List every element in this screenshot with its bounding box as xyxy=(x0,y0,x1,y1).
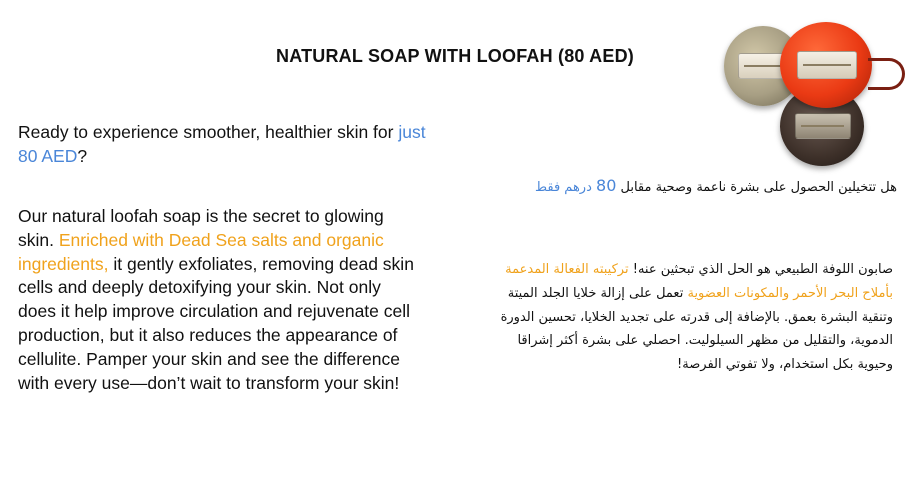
arabic-description xyxy=(498,258,893,377)
soap-label xyxy=(795,113,851,139)
english-body-end: it gently exfoliates, removing dead skin cells and deeply detoxifying your skin. Not only does it help improve circulation and rejuvenate cell production, but it also reduces the appearance of cellulite. Pamper your skin and see the difference with every use—don’t wait to transform your skin! xyxy=(18,253,414,393)
english-intro-text: Ready to experience smoother, healthier skin for xyxy=(18,122,399,142)
rope-loop xyxy=(868,58,905,90)
english-intro-end: ? xyxy=(77,146,88,166)
soap-product-image xyxy=(718,18,910,166)
soap-label xyxy=(797,51,858,79)
arabic-body-end: تعمل على إزالة خلايا الجلد الميتة وتنقية البشرة بعمق. بالإضافة إلى قدرته على تجديد الخلايا، تحسين الدورة الدموية، والتقليل من مظهر السيلوليت. احصلي على بشرة أكثر إشراقا وحيوية بكل استخدام، ولا تفوتي الفرصة! xyxy=(500,285,893,373)
page-title: NATURAL SOAP WITH LOOFAH (80 AED) xyxy=(276,46,634,66)
arabic-price-currency: درهم فقط xyxy=(535,180,597,195)
english-description xyxy=(18,205,423,395)
red-soap-bar xyxy=(780,22,872,108)
english-intro xyxy=(18,120,438,168)
arabic-intro-text: هل تتخيلين الحصول على بشرة ناعمة وصحية مقابل xyxy=(616,180,897,195)
arabic-body-start: صابون اللوفة الطبيعي هو الحل الذي تبحثين عنه! xyxy=(628,262,893,277)
english-price-highlight: just 80 AED xyxy=(18,122,426,166)
arabic-intro xyxy=(477,176,897,198)
english-body-start: Our natural loofah soap is the secret to glowing skin. xyxy=(18,206,384,250)
arabic-ingredients-highlight: تركيبته الفعالة المدعمة بأملاح البحر الأحمر والمكونات العضوية xyxy=(505,262,893,301)
english-ingredients-highlight: Enriched with Dead Sea salts and organic ingredients, xyxy=(18,229,384,274)
arabic-price-number: 80 xyxy=(596,176,617,195)
